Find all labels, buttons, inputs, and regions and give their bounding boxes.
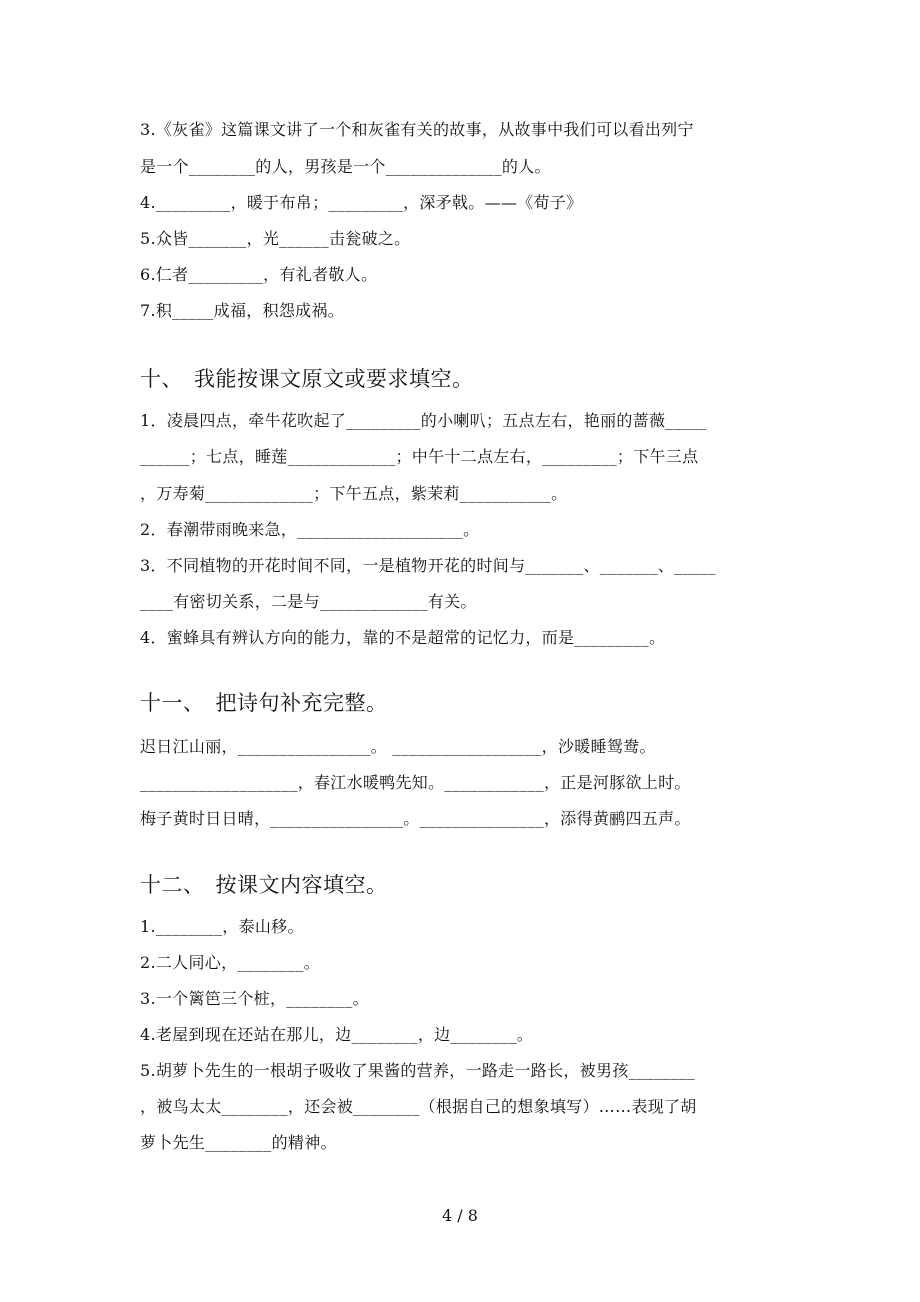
question-12-5-line-3: 萝卜先生________的精神。 xyxy=(140,1133,337,1152)
question-9-5: 5.众皆_______，光______击瓮破之。 xyxy=(140,229,411,248)
question-10-3-line-2: ____有密切关系，二是与_____________有关。 xyxy=(140,592,477,611)
poem-line-2: ___________________，春江水暖鸭先知。____________，正是河豚欲上时。 xyxy=(140,773,691,792)
page-number: 4 / 8 xyxy=(442,1206,478,1225)
question-9-6: 6.仁者_________，有礼者敬人。 xyxy=(140,265,378,284)
question-12-5-line-1: 5.胡萝卜先生的一根胡子吸收了果酱的营养，一路走一路长，被男孩________ xyxy=(140,1061,695,1080)
question-9-4: 4._________，暖于布帛；_________，深矛戟。——《荀子》 xyxy=(140,193,583,212)
question-12-3: 3.一个篱笆三个桩，________。 xyxy=(140,989,369,1008)
question-12-2: 2.二人同心，________。 xyxy=(140,953,321,972)
question-9-7: 7.积_____成福，积怨成祸。 xyxy=(140,301,345,320)
question-10-1-line-1: 1．凌晨四点，牵牛花吹起了_________的小喇叭；五点左右，艳丽的蔷薇_____ xyxy=(140,411,707,430)
question-10-1-line-2: ______；七点，睡莲_____________；中午十二点左右，_________；下午三点 xyxy=(140,447,699,466)
poem-line-3: 梅子黄时日日晴，________________。_______________，添得黄鹂四五声。 xyxy=(140,809,691,828)
question-12-5-line-2: ，被鸟太太________，还会被________（根据自己的想象填写）……表现了胡 xyxy=(140,1097,697,1116)
question-10-4: 4．蜜蜂具有辨认方向的能力，靠的不是超常的记忆力，而是_________。 xyxy=(140,628,666,647)
section-12-heading: 十二、 按课文内容填空。 xyxy=(140,873,388,897)
question-9-3-line-1: 3.《灰雀》这篇课文讲了一个和灰雀有关的故事，从故事中我们可以看出列宁 xyxy=(140,120,694,139)
section-10-heading: 十、 我能按课文原文或要求填空。 xyxy=(140,367,474,391)
question-12-1: 1.________，泰山移。 xyxy=(140,917,304,936)
question-10-3-line-1: 3．不同植物的开花时间不同，一是植物开花的时间与_______、_______、_____ xyxy=(140,556,716,575)
poem-line-1: 迟日江山丽，________________。 __________________，沙暖睡鸳鸯。 xyxy=(140,737,656,756)
question-10-1-line-3: ，万寿菊_____________；下午五点，紫茉莉___________。 xyxy=(140,484,568,503)
question-10-2: 2．春潮带雨晚来急，____________________。 xyxy=(140,520,480,539)
question-12-4: 4.老屋到现在还站在那儿，边________，边________。 xyxy=(140,1025,534,1044)
section-11-heading: 十一、 把诗句补充完整。 xyxy=(140,691,388,715)
question-9-3-line-2: 是一个________的人，男孩是一个______________的人。 xyxy=(140,157,551,176)
